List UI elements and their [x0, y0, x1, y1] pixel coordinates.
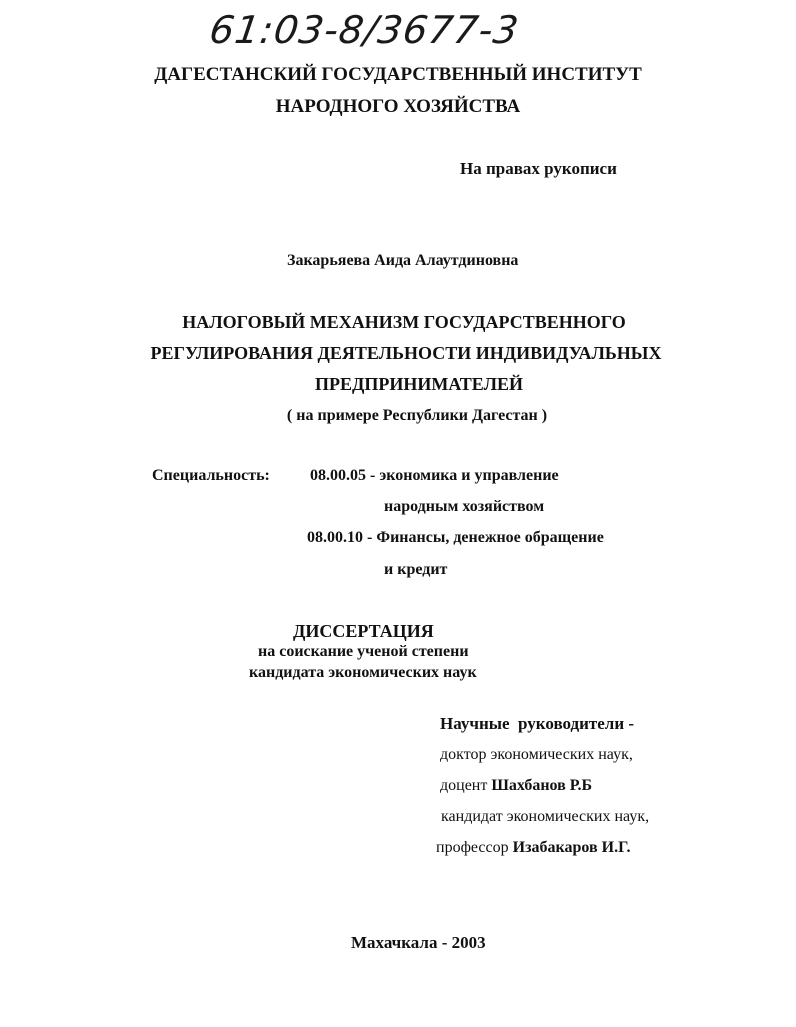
supervisor-2-degree: кандидат экономических наук, — [441, 808, 650, 825]
title-subtitle: ( на примере Республики Дагестан ) — [286, 407, 548, 424]
institute-name-line1: ДАГЕСТАНСКИЙ ГОСУДАРСТВЕННЫЙ ИНСТИТУТ — [154, 64, 642, 85]
supervisor-1-title: доцент — [440, 777, 488, 794]
city-year: Махачкала - 2003 — [351, 933, 486, 952]
title-line2: РЕГУЛИРОВАНИЯ ДЕЯТЕЛЬНОСТИ ИНДИВИДУАЛЬНЫХ — [150, 343, 662, 363]
author-name: Закарьяева Аида Алаутдиновна — [287, 252, 519, 269]
supervisor-2-title: профессор — [436, 839, 509, 856]
supervisor-1-name: Шахбанов Р.Б — [491, 777, 593, 794]
dissertation-line2: кандидата экономических наук — [249, 664, 477, 681]
specialty-label: Специальность: — [152, 467, 270, 484]
dissertation-heading: ДИССЕРТАЦИЯ — [293, 621, 434, 641]
manuscript-note: На правах рукописи — [460, 159, 617, 178]
dissertation-line1: на соискание ученой степени — [258, 643, 469, 660]
archive-number-handwritten: 61:03-8/3677-3 — [206, 8, 522, 52]
supervisor-1-degree: доктор экономических наук, — [440, 746, 633, 763]
title-line1: НАЛОГОВЫЙ МЕХАНИЗМ ГОСУДАРСТВЕННОГО — [182, 312, 626, 332]
specialty-1-line1: 08.00.05 - экономика и управление — [310, 467, 559, 484]
specialty-2-line2: и кредит — [384, 561, 448, 578]
specialty-2-line1: 08.00.10 - Финансы, денежное обращение — [307, 529, 604, 546]
supervisor-1 — [440, 777, 592, 795]
supervisors-heading: Научные руководители - — [440, 714, 635, 733]
supervisor-2-name: Изабакаров И.Г. — [512, 839, 631, 856]
institute-name-line2: НАРОДНОГО ХОЗЯЙСТВА — [275, 96, 521, 117]
specialty-1-line2: народным хозяйством — [384, 498, 545, 515]
supervisor-2 — [436, 839, 630, 857]
title-line3: ПРЕДПРИНИМАТЕЛЕЙ — [315, 374, 523, 394]
